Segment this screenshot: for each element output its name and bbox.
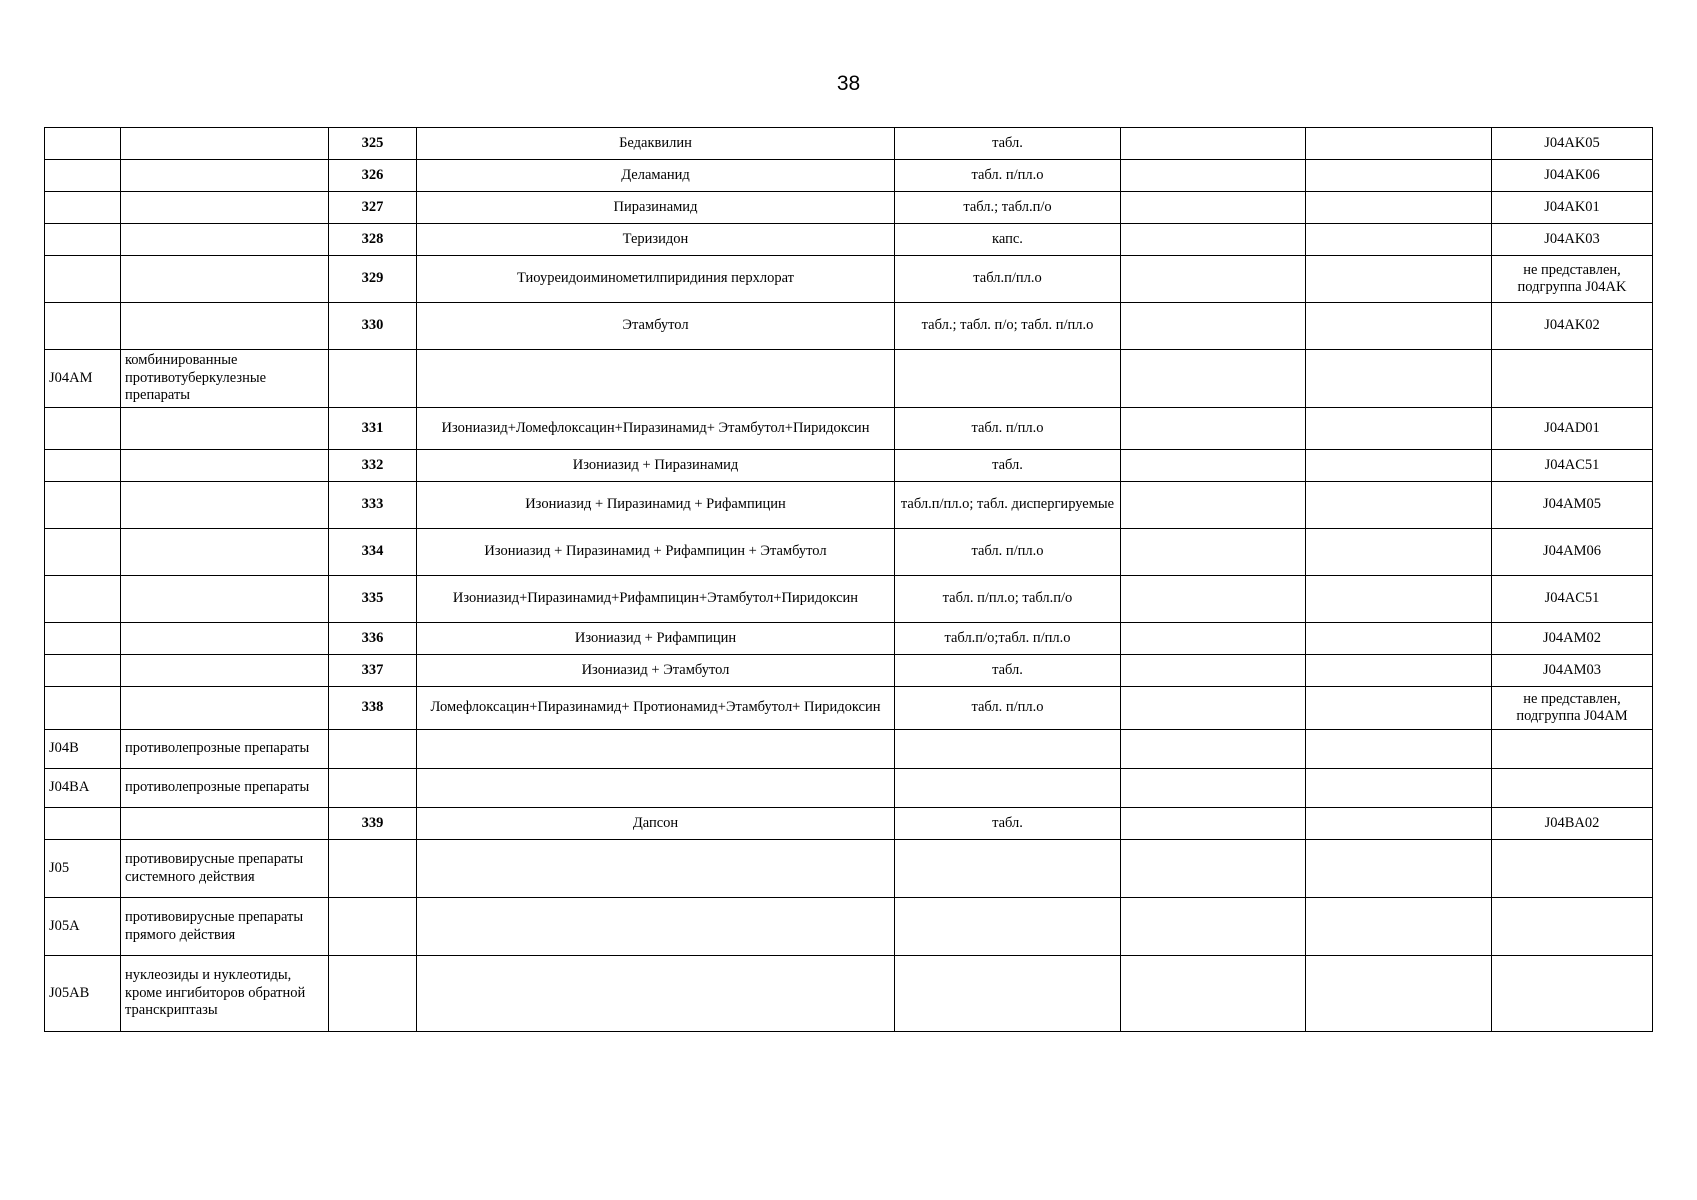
atc-code <box>1492 769 1653 808</box>
group-name <box>121 529 329 576</box>
item-number <box>329 730 417 769</box>
group-name: комбинированные противотуберкулезные препараты <box>121 350 329 408</box>
atc-group-code <box>45 303 121 350</box>
item-number: 328 <box>329 224 417 256</box>
empty-cell <box>1306 808 1492 840</box>
atc-group-code: J05AB <box>45 956 121 1032</box>
drug-name <box>417 840 895 898</box>
atc-code: J04AC51 <box>1492 450 1653 482</box>
group-name: нуклеозиды и нуклеотиды, кроме ингибиторов обратной транскриптазы <box>121 956 329 1032</box>
group-name: противовирусные препараты прямого действия <box>121 898 329 956</box>
item-number: 335 <box>329 576 417 623</box>
empty-cell <box>1306 655 1492 687</box>
empty-cell <box>1306 529 1492 576</box>
table-row <box>45 192 1653 224</box>
empty-cell <box>1306 350 1492 408</box>
dosage-form <box>895 350 1121 408</box>
empty-cell <box>1306 224 1492 256</box>
item-number: 327 <box>329 192 417 224</box>
drug-name: Дапсон <box>417 808 895 840</box>
drug-name <box>417 769 895 808</box>
dosage-form: табл.; табл. п/о; табл. п/пл.о <box>895 303 1121 350</box>
table-row <box>45 224 1653 256</box>
item-number: 337 <box>329 655 417 687</box>
atc-group-code: J04B <box>45 730 121 769</box>
item-number <box>329 956 417 1032</box>
drug-name: Этамбутол <box>417 303 895 350</box>
table-row <box>45 840 1653 898</box>
group-name <box>121 482 329 529</box>
dosage-form: табл.; табл.п/о <box>895 192 1121 224</box>
empty-cell <box>1306 730 1492 769</box>
group-name: противолепрозные препараты <box>121 730 329 769</box>
table-row <box>45 576 1653 623</box>
empty-cell <box>1306 450 1492 482</box>
empty-cell <box>1121 808 1306 840</box>
empty-cell <box>1121 303 1306 350</box>
atc-code: J04AM03 <box>1492 655 1653 687</box>
item-number: 329 <box>329 256 417 303</box>
item-number: 336 <box>329 623 417 655</box>
atc-code: не представлен, подгруппа J04AK <box>1492 256 1653 303</box>
drug-name <box>417 730 895 769</box>
atc-code: J04AC51 <box>1492 576 1653 623</box>
empty-cell <box>1306 303 1492 350</box>
group-name <box>121 576 329 623</box>
drug-name <box>417 898 895 956</box>
empty-cell <box>1121 408 1306 450</box>
atc-group-code: J04AM <box>45 350 121 408</box>
empty-cell <box>1306 623 1492 655</box>
item-number: 330 <box>329 303 417 350</box>
atc-group-code: J05A <box>45 898 121 956</box>
table-row <box>45 655 1653 687</box>
atc-group-code <box>45 576 121 623</box>
drug-name: Деламанид <box>417 160 895 192</box>
drug-name: Пиразинамид <box>417 192 895 224</box>
dosage-form: капс. <box>895 224 1121 256</box>
table-row <box>45 623 1653 655</box>
table-row <box>45 730 1653 769</box>
atc-group-code: J05 <box>45 840 121 898</box>
item-number: 331 <box>329 408 417 450</box>
empty-cell <box>1306 898 1492 956</box>
dosage-form <box>895 730 1121 769</box>
table-row <box>45 808 1653 840</box>
dosage-form <box>895 898 1121 956</box>
atc-group-code <box>45 256 121 303</box>
table-row <box>45 898 1653 956</box>
atc-group-code <box>45 687 121 730</box>
table-row <box>45 256 1653 303</box>
drug-name: Изониазид+Ломефлоксацин+Пиразинамид+ Этамбутол+Пиридоксин <box>417 408 895 450</box>
group-name <box>121 160 329 192</box>
empty-cell <box>1121 350 1306 408</box>
atc-code: J04AM02 <box>1492 623 1653 655</box>
table-row <box>45 408 1653 450</box>
empty-cell <box>1306 160 1492 192</box>
empty-cell <box>1306 576 1492 623</box>
atc-group-code <box>45 160 121 192</box>
empty-cell <box>1306 256 1492 303</box>
empty-cell <box>1121 529 1306 576</box>
atc-group-code <box>45 623 121 655</box>
table-row <box>45 482 1653 529</box>
atc-group-code <box>45 450 121 482</box>
drug-name: Изониазид + Рифампицин <box>417 623 895 655</box>
drug-name: Изониазид + Этамбутол <box>417 655 895 687</box>
group-name <box>121 256 329 303</box>
table-row <box>45 128 1653 160</box>
atc-group-code <box>45 808 121 840</box>
atc-code: J04AK02 <box>1492 303 1653 350</box>
empty-cell <box>1306 192 1492 224</box>
empty-cell <box>1121 128 1306 160</box>
drug-name: Изониазид+Пиразинамид+Рифампицин+Этамбутол+Пиридоксин <box>417 576 895 623</box>
atc-group-code <box>45 408 121 450</box>
dosage-form: табл. п/пл.о <box>895 529 1121 576</box>
group-name <box>121 687 329 730</box>
table-row <box>45 350 1653 408</box>
drug-name <box>417 956 895 1032</box>
item-number: 339 <box>329 808 417 840</box>
atc-code: J04AM05 <box>1492 482 1653 529</box>
atc-code <box>1492 956 1653 1032</box>
atc-group-code <box>45 128 121 160</box>
dosage-form: табл. п/пл.о; табл.п/о <box>895 576 1121 623</box>
empty-cell <box>1121 730 1306 769</box>
page-number: 38 <box>836 72 861 95</box>
table-row <box>45 769 1653 808</box>
item-number <box>329 350 417 408</box>
drug-name: Изониазид + Пиразинамид + Рифампицин <box>417 482 895 529</box>
atc-group-code <box>45 529 121 576</box>
item-number <box>329 769 417 808</box>
empty-cell <box>1121 192 1306 224</box>
empty-cell <box>1121 687 1306 730</box>
item-number: 326 <box>329 160 417 192</box>
group-name: противолепрозные препараты <box>121 769 329 808</box>
empty-cell <box>1306 408 1492 450</box>
atc-code: J04BA02 <box>1492 808 1653 840</box>
dosage-form: табл. п/пл.о <box>895 408 1121 450</box>
group-name <box>121 128 329 160</box>
empty-cell <box>1306 128 1492 160</box>
atc-code: не представлен, подгруппа J04AM <box>1492 687 1653 730</box>
atc-group-code: J04BA <box>45 769 121 808</box>
dosage-form: табл. п/пл.о <box>895 687 1121 730</box>
drug-name: Тиоуреидоиминометилпиридиния перхлорат <box>417 256 895 303</box>
empty-cell <box>1121 769 1306 808</box>
empty-cell <box>1121 256 1306 303</box>
empty-cell <box>1306 687 1492 730</box>
atc-code <box>1492 350 1653 408</box>
empty-cell <box>1121 576 1306 623</box>
atc-code <box>1492 840 1653 898</box>
table-row <box>45 160 1653 192</box>
dosage-form <box>895 956 1121 1032</box>
empty-cell <box>1121 840 1306 898</box>
dosage-form: табл. <box>895 450 1121 482</box>
dosage-form: табл. <box>895 128 1121 160</box>
table-row <box>45 956 1653 1032</box>
empty-cell <box>1121 160 1306 192</box>
item-number: 325 <box>329 128 417 160</box>
empty-cell <box>1121 224 1306 256</box>
atc-code <box>1492 898 1653 956</box>
atc-code: J04AK01 <box>1492 192 1653 224</box>
group-name <box>121 224 329 256</box>
group-name: противовирусные препараты системного действия <box>121 840 329 898</box>
group-name <box>121 303 329 350</box>
dosage-form: табл.п/пл.о <box>895 256 1121 303</box>
empty-cell <box>1306 956 1492 1032</box>
atc-group-code <box>45 192 121 224</box>
table-row <box>45 450 1653 482</box>
atc-code: J04AK05 <box>1492 128 1653 160</box>
item-number <box>329 840 417 898</box>
empty-cell <box>1121 623 1306 655</box>
atc-code <box>1492 730 1653 769</box>
item-number: 338 <box>329 687 417 730</box>
dosage-form: табл. <box>895 808 1121 840</box>
drug-name: Ломефлоксацин+Пиразинамид+ Протионамид+Этамбутол+ Пиридоксин <box>417 687 895 730</box>
table-row <box>45 529 1653 576</box>
drug-name: Бедаквилин <box>417 128 895 160</box>
empty-cell <box>1306 769 1492 808</box>
empty-cell <box>1121 450 1306 482</box>
drug-name <box>417 350 895 408</box>
dosage-form: табл. <box>895 655 1121 687</box>
group-name <box>121 192 329 224</box>
group-name <box>121 408 329 450</box>
item-number: 333 <box>329 482 417 529</box>
table-row <box>45 303 1653 350</box>
atc-group-code <box>45 224 121 256</box>
item-number: 334 <box>329 529 417 576</box>
empty-cell <box>1121 655 1306 687</box>
empty-cell <box>1306 482 1492 529</box>
atc-code: J04AD01 <box>1492 408 1653 450</box>
empty-cell <box>1306 840 1492 898</box>
table-body <box>45 128 1653 1032</box>
group-name <box>121 655 329 687</box>
group-name <box>121 623 329 655</box>
dosage-form: табл. п/пл.о <box>895 160 1121 192</box>
table-row <box>45 687 1653 730</box>
drug-name: Изониазид + Пиразинамид <box>417 450 895 482</box>
atc-group-code <box>45 655 121 687</box>
dosage-form <box>895 769 1121 808</box>
drug-name: Теризидон <box>417 224 895 256</box>
atc-code: J04AK03 <box>1492 224 1653 256</box>
item-number <box>329 898 417 956</box>
dosage-form: табл.п/пл.о; табл. диспергируемые <box>895 482 1121 529</box>
empty-cell <box>1121 482 1306 529</box>
group-name <box>121 808 329 840</box>
dosage-form <box>895 840 1121 898</box>
dosage-form: табл.п/о;табл. п/пл.о <box>895 623 1121 655</box>
drug-table <box>44 127 1653 1032</box>
empty-cell <box>1121 898 1306 956</box>
empty-cell <box>1121 956 1306 1032</box>
group-name <box>121 450 329 482</box>
item-number: 332 <box>329 450 417 482</box>
atc-code: J04AM06 <box>1492 529 1653 576</box>
atc-group-code <box>45 482 121 529</box>
atc-code: J04AK06 <box>1492 160 1653 192</box>
drug-name: Изониазид + Пиразинамид + Рифампицин + Этамбутол <box>417 529 895 576</box>
